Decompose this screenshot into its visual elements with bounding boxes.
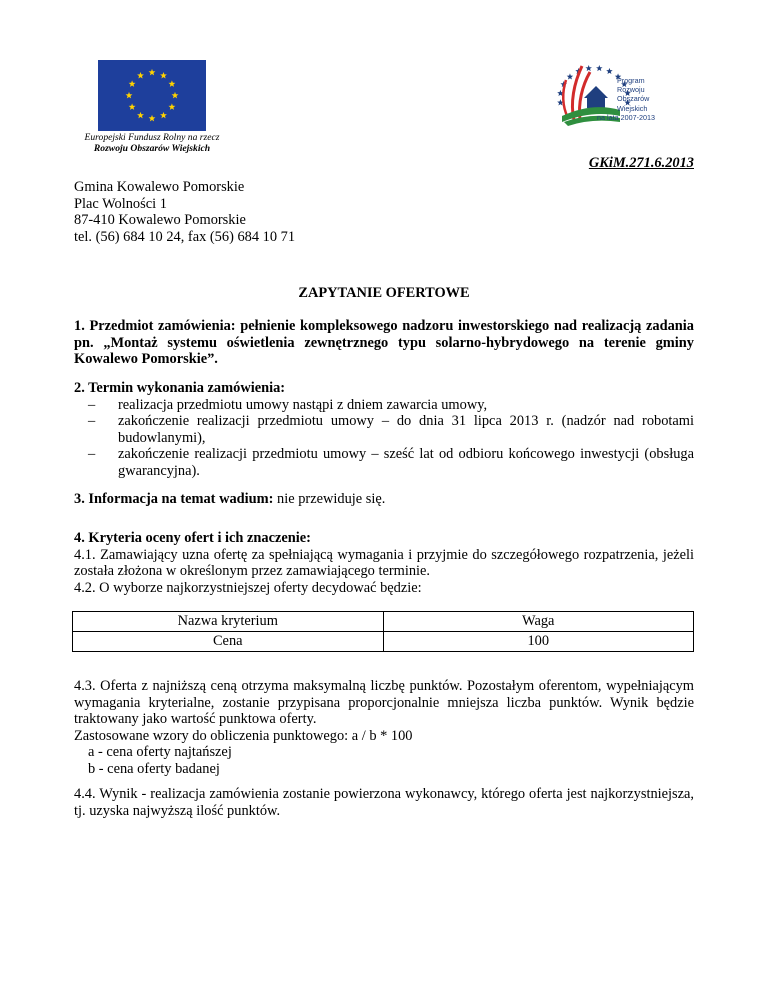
address-line: 87-410 Kowalewo Pomorskie <box>74 212 246 229</box>
section-3-text: nie przewiduje się. <box>273 491 386 507</box>
prow-line-3: Obszarów <box>617 94 650 104</box>
formula-intro: Zastosowane wzory do obliczenia punktowego: a / b * 100 <box>74 727 413 744</box>
page-title: ZAPYTANIE OFERTOWE <box>298 285 470 301</box>
prow-star-icon <box>567 73 573 79</box>
table-header-row <box>73 612 694 632</box>
address-line: tel. (56) 684 10 24, fax (56) 684 10 71 <box>74 228 296 245</box>
eu-flag-icon <box>98 60 206 131</box>
section-4-criteria <box>74 530 694 596</box>
paragraph-4-2: 4.2. O wyborze najkorzystniejszej oferty decydować będzie: <box>74 579 422 596</box>
formula-b: b - cena oferty badanej <box>88 760 220 777</box>
table-header-cell: Nazwa kryterium <box>73 612 384 632</box>
dash-bullet: – <box>88 446 96 463</box>
list-item <box>74 446 694 479</box>
list-item-text: zakończenie realizacji przedmiotu umowy – do dnia 31 lipca 2013 r. (nadzór nad robotami budowlanymi), <box>118 413 694 446</box>
paragraph-4-4: 4.4. Wynik - realizacja zamówienia zostanie powierzona wykonawcy, którego oferta jest najkorzystniejsza, tj. uzyska najwyższą ilość punktów. <box>74 786 694 819</box>
list-item <box>74 397 694 414</box>
table-header-cell: Waga <box>383 612 694 632</box>
prow-line-1: Program <box>617 76 645 85</box>
prow-line-5: na lata 2007-2013 <box>597 112 655 122</box>
list-item-text: zakończenie realizacji przedmiotu umowy – sześć lat od odbioru końcowego inwestycji (obsługa gwarancyjna). <box>118 446 694 479</box>
reference-number: GKiM.271.6.2013 <box>588 155 694 171</box>
address-line: Gmina Kowalewo Pomorskie <box>74 179 245 195</box>
formula-a: a - cena oferty najtańszej <box>88 744 232 761</box>
section-2-heading: 2. Termin wykonania zamówienia: <box>74 380 286 396</box>
eu-fund-caption <box>56 132 248 154</box>
prow-line-4: Wiejskich <box>617 103 648 113</box>
deadline-list <box>74 397 694 480</box>
eu-caption-line2: Rozwoju Obszarów Wiejskich <box>93 143 211 154</box>
section-4-scoring <box>74 678 694 778</box>
prow-logo-text <box>597 76 655 122</box>
address-line: Plac Wolności 1 <box>74 195 167 212</box>
eu-caption-line1: Europejski Fundusz Rolny na rzecz <box>84 132 220 143</box>
section-2-deadline <box>74 380 694 480</box>
list-item <box>74 413 694 446</box>
table-cell: Cena <box>73 632 384 652</box>
prow-line-2: Rozwoju <box>617 85 645 95</box>
section-4-heading: 4. Kryteria oceny ofert i ich znaczenie: <box>74 530 311 546</box>
dash-bullet: – <box>88 413 96 430</box>
paragraph-4-1: 4.1. Zamawiający uzna ofertę za spełniającą wymagania i przyjmie do szczegółowego rozpatrzenia, jeżeli została złożona w określonym przez zamawiającego terminie. <box>74 546 694 580</box>
sender-address <box>74 179 295 245</box>
prow-star-icon <box>585 65 591 71</box>
section-3-heading: 3. Informacja na temat wadium: <box>74 491 274 507</box>
table-cell: 100 <box>383 632 694 652</box>
paragraph-4-3: 4.3. Oferta z najniższą ceną otrzyma maksymalną liczbę punktów. Pozostałym oferentom, wypełniającym wymagania kryterialne, zostanie przypisana proporcjonalnie mniejsza liczba punktów. Wynik będzie traktowany jako wartość punktowa oferty. <box>74 678 694 728</box>
criteria-table <box>72 611 694 652</box>
prow-star-icon <box>606 68 612 74</box>
list-item-text: realizacja przedmiotu umowy nastąpi z dniem zawarcia umowy, <box>118 396 488 413</box>
dash-bullet: – <box>88 396 96 413</box>
table-row <box>73 632 694 652</box>
section-3-wadium <box>74 491 694 508</box>
prow-star-icon <box>596 65 602 71</box>
section-1-subject: 1. Przedmiot zamówienia: pełnienie kompleksowego nadzoru inwestorskiego nad realizacją zadania pn. „Montaż systemu oświetlenia zewnętrznego typu solarno-hybrydowego na terenie gminy Kowalewo Pomorskie”. <box>74 318 694 368</box>
